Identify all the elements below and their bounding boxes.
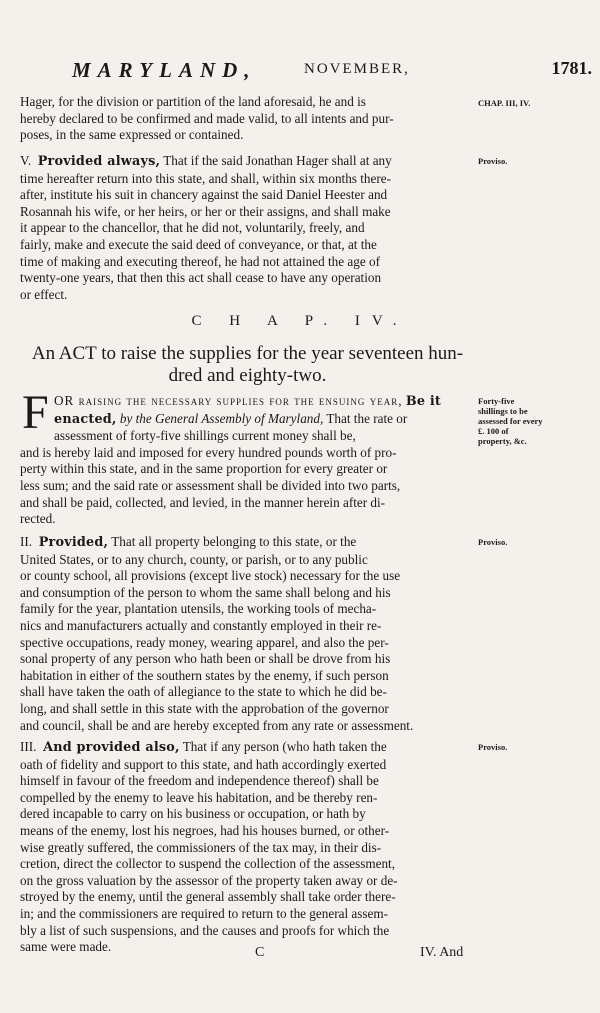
text-line: poses, in the same expressed or contained.: [20, 127, 244, 143]
act-title: [20, 343, 475, 387]
text-line: same were made.: [20, 939, 112, 955]
header-title: MARYLAND,: [72, 58, 257, 82]
margin-note-forty-five-shillings: Forty-five shillings to be assessed for every £. 100 of property, &c.: [478, 396, 543, 446]
text-line: oath of fidelity and support to this state, and hath accordingly exerted: [20, 756, 387, 772]
text-line: sonal property of any person who hath been or shall be drove from his: [20, 651, 391, 667]
text-line: twenty-one years, that then this act shall cease to have any operation: [20, 270, 382, 286]
text-line: long, and shall settle in this state with the approbation of the governor: [20, 700, 389, 716]
text-line: family for the year, plantation utensils, the working tools of mecha-: [20, 601, 377, 617]
text-line: and consumption of the person to whom the same shall belong and his: [20, 584, 391, 600]
text-line: Rosannah his wife, or her heirs, or her or their assigns, and shall make: [20, 203, 391, 219]
margin-note-proviso: Proviso.: [478, 537, 508, 547]
text-line: himself in favour of the freedom and independence thereof) shall be: [20, 773, 379, 789]
section-ii-paragraph: [20, 534, 475, 734]
text-line: V. Provided always, That if the said Jonathan Hager shall at any: [20, 153, 392, 169]
text-line: shall have taken the oath of allegiance to the state to which he did be-: [20, 684, 387, 700]
section-numeral: III.: [20, 739, 37, 754]
text-line: United States, or to any church, county, or parish, or to any public: [20, 551, 368, 567]
act-title-line: dred and eighty-two.: [168, 365, 327, 386]
hager-paragraph: [20, 94, 475, 144]
text-line: spective occupations, ready money, wearing apparel, and also the per-: [20, 634, 389, 650]
text-line: and is hereby laid and imposed for every hundred pounds worth of pro-: [20, 444, 397, 460]
text-line: and shall be paid, collected, and levied, in the manner herein after di-: [20, 494, 386, 510]
catchword: IV. And: [420, 945, 464, 960]
header-year: 1781.: [551, 58, 592, 78]
text-line: OR raising the necessary supplies for the ensuing year, Be it: [54, 393, 441, 409]
text-line: Hager, for the division or partition of the land aforesaid, he and is: [20, 94, 366, 109]
running-header: [72, 58, 592, 84]
signature-mark: C: [255, 945, 265, 960]
text-line: less sum; and the said rate or assessment shall be divided into two parts,: [20, 477, 401, 493]
text-line: fairly, make and execute the said deed of conveyance, or that, at the: [20, 236, 377, 252]
margin-note-chap: CHAP. III, IV.: [478, 98, 531, 108]
text-line: or county school, all provisions (except live stock) necessary for the use: [20, 568, 401, 584]
text-line: bly a list of such suspensions, and the causes and proofs for which the: [20, 922, 390, 938]
text-line: or effect.: [20, 286, 68, 302]
section-numeral: V.: [20, 153, 32, 168]
text-line: stroyed by the enemy, until the general assembly shall take order there-: [20, 889, 396, 905]
section-lead: Provided,: [38, 535, 109, 550]
text-line: means of the enemy, lost his negroes, had his houses burned, or other-: [20, 822, 390, 838]
text-line: cretion, direct the collector to suspend the collection of the assessment,: [20, 856, 395, 872]
header-month: NOVEMBER,: [304, 61, 410, 77]
text-line: rected.: [20, 511, 56, 527]
text-line: it appear to the chancellor, that he did not, voluntarily, freely, and: [20, 220, 365, 236]
section-lead: Provided always,: [37, 154, 161, 169]
chapter-heading: C H A P. IV.: [191, 313, 409, 329]
text-line: enacted, by the General Assembly of Maryland, That the rate or: [54, 410, 408, 427]
section-numeral: II.: [20, 534, 33, 549]
text-line: in; and the commissioners are required to return to the general assem-: [20, 905, 389, 921]
text-line: compelled by the enemy to leave his habitation, and be thereby ren-: [20, 789, 378, 805]
text-line: hereby declared to be confirmed and made valid, to all intents and pur-: [20, 110, 394, 126]
text-line: nics and manufacturers actually and constantly employed in their re-: [20, 617, 382, 633]
text-line: and council, shall be and are hereby excepted from any rate or assessment.: [20, 717, 414, 733]
section-iii-paragraph: [20, 739, 475, 956]
act-title-line: An ACT to raise the supplies for the year seventeen hun-: [31, 343, 464, 364]
text-line: III. And provided also, That if any person (who hath taken the: [20, 739, 387, 755]
section-v-paragraph: [20, 153, 475, 303]
section-lead: And provided also,: [43, 740, 180, 755]
text-line: wise greatly suffered, the commissioners of the tax may, in their dis-: [20, 839, 382, 855]
text-line: after, institute his suit in chancery against the said Daniel Heester and: [20, 187, 388, 203]
text-line: perty within this state, and in the same proportion for every greater or: [20, 461, 388, 477]
text-line: dered incapable to carry on his business or occupation, or hath by: [20, 806, 366, 822]
text-line: time hereafter return into this state, and shall, within six months there-: [20, 170, 391, 186]
drop-cap: F: [22, 386, 49, 439]
margin-note-proviso: Proviso.: [478, 156, 508, 166]
margin-note-proviso: Proviso.: [478, 742, 508, 752]
enacting-paragraph: [20, 393, 475, 528]
text-line: assessment of forty-five shillings current money shall be,: [54, 428, 356, 444]
text-line: time of making and executing thereof, he had not attained the age of: [20, 253, 380, 269]
text-line: II. Provided, That all property belonging to this state, or the: [20, 534, 357, 550]
text-line: habitation in either of the southern states by the enemy, if such person: [20, 667, 389, 683]
text-line: on the gross valuation by the assessor of the property taken away or de-: [20, 872, 398, 888]
